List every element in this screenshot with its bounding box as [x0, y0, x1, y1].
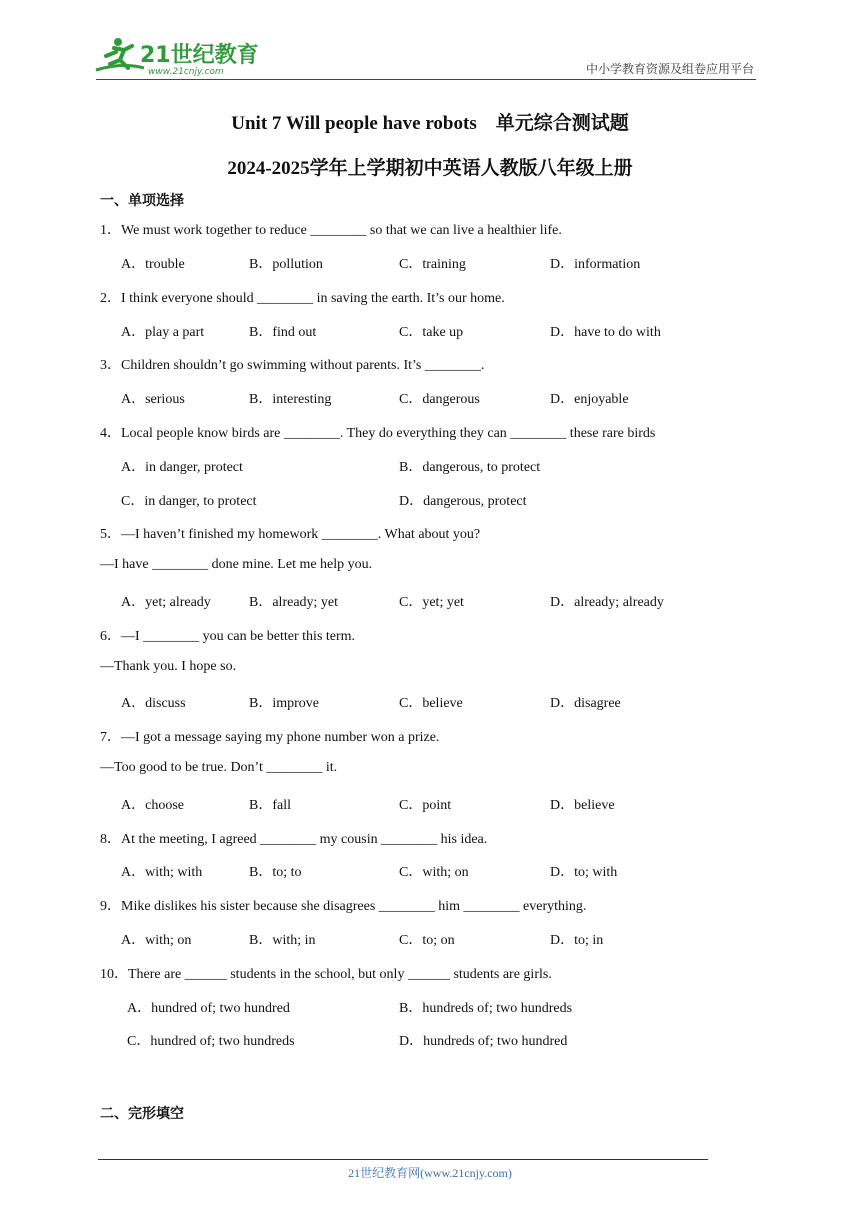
question-1: 1．We must work together to reduce ________ so that we can live a healthier life. [100, 223, 562, 238]
option-10d: D．hundreds of; two hundred [399, 1034, 568, 1049]
option-10a: A．hundred of; two hundred [127, 1001, 290, 1016]
option-3b: B．interesting [249, 392, 332, 407]
question-7: 7．—I got a message saying my phone number won a prize. [100, 730, 440, 745]
option-8c: C．with; on [399, 865, 469, 880]
header-platform-text: 中小学教育资源及组卷应用平台 [585, 62, 754, 76]
question-2: 2．I think everyone should ________ in saving the earth. It’s our home. [100, 291, 505, 306]
option-2c: C．take up [399, 325, 464, 340]
footer-divider [98, 1159, 708, 1160]
question-6-reply: —Thank you. I hope so. [100, 659, 237, 674]
option-2d: D．have to do with [550, 325, 661, 340]
option-2a: A．play a part [121, 325, 205, 340]
logo-text: 21世纪教育 [140, 43, 259, 68]
option-3a: A．serious [121, 392, 185, 407]
option-7a: A．choose [121, 798, 184, 813]
option-1b: B．pollution [249, 257, 323, 272]
option-1a: A．trouble [121, 257, 185, 272]
option-6d: D．disagree [550, 696, 621, 711]
option-7b: B．fall [249, 798, 291, 813]
section-heading-1: 一、单项选择 [100, 194, 184, 209]
site-logo [94, 34, 264, 78]
question-3: 3．Children shouldn’t go swimming without parents. It’s ________. [100, 358, 485, 373]
option-7c: C．point [399, 798, 452, 813]
page-subtitle: 2024-2025学年上学期初中英语人教版八年级上册 [227, 158, 633, 179]
option-3c: C．dangerous [399, 392, 480, 407]
option-4a: A．in danger, protect [121, 460, 243, 475]
question-5-reply: —I have ________ done mine. Let me help you. [100, 557, 373, 572]
option-9a: A．with; on [121, 933, 192, 948]
option-5d: D．already; already [550, 595, 664, 610]
option-5b: B．already; yet [249, 595, 339, 610]
option-3d: D．enjoyable [550, 392, 629, 407]
runner-icon [96, 38, 144, 70]
option-9d: D．to; in [550, 933, 604, 948]
option-9b: B．with; in [249, 933, 316, 948]
option-10c: C．hundred of; two hundreds [127, 1034, 295, 1049]
question-7-reply: —Too good to be true. Don’t ________ it. [100, 760, 338, 775]
option-2b: B．find out [249, 325, 317, 340]
option-8b: B．to; to [249, 865, 302, 880]
question-9: 9．Mike dislikes his sister because she disagrees ________ him ________ everything. [100, 899, 587, 914]
option-10b: B．hundreds of; two hundreds [399, 1001, 573, 1016]
option-5c: C．yet; yet [399, 595, 464, 610]
option-4d: D．dangerous, protect [399, 494, 527, 509]
option-1d: D．information [550, 257, 641, 272]
option-1c: C．training [399, 257, 466, 272]
option-9c: C．to; on [399, 933, 455, 948]
logo-url: www.21cnjy.com [148, 67, 224, 77]
question-8: 8．At the meeting, I agreed ________ my cousin ________ his idea. [100, 832, 488, 847]
page-title: Unit 7 Will people have robots 单元综合测试题 [231, 113, 629, 134]
option-8d: D．to; with [550, 865, 618, 880]
option-7d: D．believe [550, 798, 615, 813]
footer-link[interactable]: 21世纪教育网(www.21cnjy.com) [348, 1166, 512, 1180]
question-6: 6．—I ________ you can be better this term. [100, 629, 356, 644]
option-4c: C．in danger, to protect [121, 494, 257, 509]
question-4: 4．Local people know birds are ________. They do everything they can ________ these rare birds [100, 426, 656, 441]
question-10: 10．There are ______ students in the school, but only ______ students are girls. [100, 967, 552, 982]
section-heading-2: 二、完形填空 [100, 1107, 184, 1122]
option-8a: A．with; with [121, 865, 203, 880]
header-divider [96, 79, 756, 80]
option-6c: C．believe [399, 696, 463, 711]
question-5: 5．—I haven’t finished my homework ________. What about you? [100, 527, 481, 542]
option-6b: B．improve [249, 696, 319, 711]
option-6a: A．discuss [121, 696, 186, 711]
option-4b: B．dangerous, to protect [399, 460, 541, 475]
option-5a: A．yet; already [121, 595, 211, 610]
